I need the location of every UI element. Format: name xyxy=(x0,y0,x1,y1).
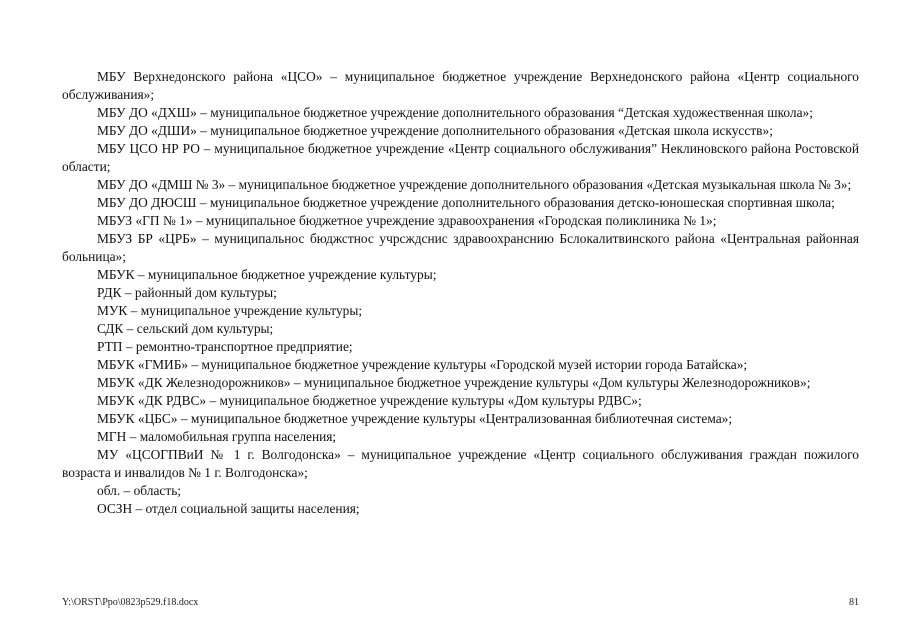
abbreviation-entry: МУК – муниципальное учреждение культуры; xyxy=(97,303,363,318)
abbreviation-entry: ОСЗН – отдел социальной защиты населения; xyxy=(97,501,360,516)
abbreviation-entry: МБУ Верхнедонского района «ЦСО» – муниципальное бюджетное учреждение Верхнедонского района «Центр социального обслуживания»; xyxy=(62,69,859,102)
abbreviation-entry: МБУ ДО ДЮСШ – муниципальное бюджетное учреждение дополнительного образования детско-юношеская спортивная школа; xyxy=(97,195,835,210)
abbreviation-entry: МБУ ЦСО НР РО – муниципальное бюджетное учреждение «Центр социального обслуживания” Неклиновского района Ростовской области; xyxy=(62,141,859,174)
page-number: 81 xyxy=(849,597,859,608)
abbreviation-entry: РТП – ремонтно-транспортное предприятие; xyxy=(97,339,353,354)
abbreviation-entry: МБУК «ЦБС» – муниципальное бюджетное учреждение культуры «Централизованная библиотечная система»; xyxy=(97,411,733,426)
abbreviation-entry: МБУК – муниципальное бюджетное учреждение культуры; xyxy=(97,267,437,282)
abbreviation-entry: обл. – область; xyxy=(97,483,182,498)
abbreviation-entry: МБУЗ «ГП № 1» – муниципальное бюджетное учреждение здравоохранения «Городская поликлиника № 1»; xyxy=(97,213,717,228)
abbreviation-entry: СДК – сельский дом культуры; xyxy=(97,321,274,336)
abbreviation-entry: МБУК «ДК Железнодорожников» – муниципальное бюджетное учреждение культуры «Дом культуры Железнодорожников»; xyxy=(97,375,811,390)
abbreviation-entry: МБУ ДО «ДМШ № 3» – муниципальное бюджетное учреждение дополнительного образования «Детская музыкальная школа № 3»; xyxy=(97,177,852,192)
abbreviation-entry: МУ «ЦСОГПВиИ № 1 г. Волгодонска» – муниципальное учреждение «Центр социального обслуживания граждан пожилого возраста и инвалидов № 1 г. Волгодонска»; xyxy=(62,447,859,480)
abbreviation-entry: МБУК «ГМИБ» – муниципальное бюджетное учреждение культуры «Городской музей истории города Батайска»; xyxy=(97,357,748,372)
abbreviation-entry: МБУ ДО «ДШИ» – муниципальное бюджетное учреждение дополнительного образования «Детская школа искусств»; xyxy=(97,123,773,138)
page-footer xyxy=(62,596,859,610)
file-path: Y:\ORST\Ppo\0823p529.f18.docx xyxy=(62,597,199,608)
abbreviation-entry: МГН – маломобильная группа населения; xyxy=(97,429,337,444)
abbreviations-list xyxy=(62,68,859,518)
abbreviation-entry: МБУК «ДК РДВС» – муниципальное бюджетное учреждение культуры «Дом культуры РДВС»; xyxy=(97,393,642,408)
abbreviation-entry: МБУЗ БР «ЦРБ» – муниципальнос бюджстнос учрсждснис здравоохранснию Бслокалитвинского района «Центральная районная больница»; xyxy=(62,231,859,264)
abbreviation-entry: МБУ ДО «ДХШ» – муниципальное бюджетное учреждение дополнительного образования “Детская художественная школа»; xyxy=(97,105,813,120)
abbreviation-entry: РДК – районный дом культуры; xyxy=(97,285,277,300)
